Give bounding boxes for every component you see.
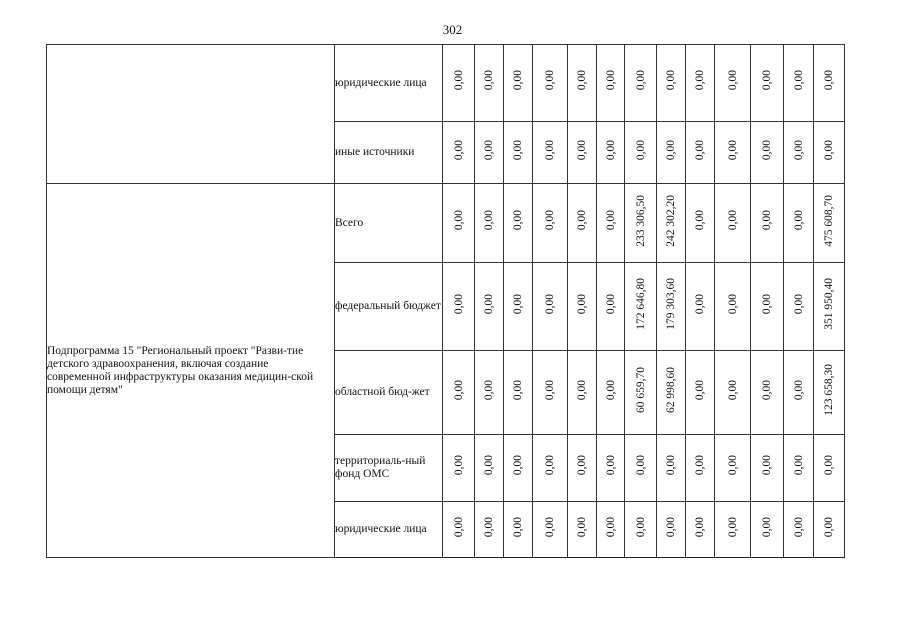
value-cell: 0,00 <box>751 351 784 435</box>
value-cell: 0,00 <box>568 122 597 184</box>
value-cell: 0,00 <box>657 122 686 184</box>
page-number: 302 <box>442 22 463 37</box>
value-cell: 0,00 <box>568 435 597 502</box>
value-cell: 0,00 <box>475 263 504 351</box>
value-cell: 0,00 <box>686 351 715 435</box>
value-cell: 0,00 <box>784 351 814 435</box>
value-cell: 0,00 <box>475 351 504 435</box>
value-cell: 0,00 <box>533 502 568 558</box>
value-cell: 0,00 <box>475 435 504 502</box>
budget-table <box>46 44 845 558</box>
value-cell: 0,00 <box>784 122 814 184</box>
value-cell: 0,00 <box>568 351 597 435</box>
value-cell: 0,00 <box>625 45 657 122</box>
value-cell: 233 306,50 <box>625 184 657 263</box>
value-cell: 0,00 <box>686 435 715 502</box>
value-cell: 0,00 <box>784 184 814 263</box>
value-cell: 0,00 <box>686 122 715 184</box>
source-label: юридические лица <box>335 502 443 558</box>
source-label: иные источники <box>335 122 443 184</box>
value-cell: 0,00 <box>443 184 475 263</box>
value-cell: 0,00 <box>533 122 568 184</box>
table-row <box>47 184 845 263</box>
value-cell: 0,00 <box>657 45 686 122</box>
value-cell: 0,00 <box>504 502 533 558</box>
value-cell: 123 658,30 <box>814 351 845 435</box>
value-cell: 0,00 <box>657 502 686 558</box>
value-cell: 60 659,70 <box>625 351 657 435</box>
value-cell: 0,00 <box>751 184 784 263</box>
value-cell: 0,00 <box>751 435 784 502</box>
source-label: областной бюд-жет <box>335 351 443 435</box>
source-label: федеральный бюджет <box>335 263 443 351</box>
value-cell: 0,00 <box>686 45 715 122</box>
value-cell: 0,00 <box>715 45 751 122</box>
value-cell: 0,00 <box>751 122 784 184</box>
value-cell: 0,00 <box>533 184 568 263</box>
value-cell: 0,00 <box>504 263 533 351</box>
value-cell: 0,00 <box>715 351 751 435</box>
value-cell: 0,00 <box>597 435 625 502</box>
program-title: Подпрограмма 15 "Региональный проект "Разви-тие детского здравоохранения, включая создание современной инфраструктуры оказания медицин-ской помощи детям" <box>47 184 335 558</box>
value-cell: 0,00 <box>443 435 475 502</box>
value-cell: 0,00 <box>715 122 751 184</box>
value-cell: 0,00 <box>751 45 784 122</box>
value-cell: 0,00 <box>533 45 568 122</box>
value-cell: 0,00 <box>533 351 568 435</box>
value-cell: 0,00 <box>625 502 657 558</box>
source-label: территориаль-ный фонд ОМС <box>335 435 443 502</box>
value-cell: 0,00 <box>715 502 751 558</box>
value-cell: 0,00 <box>443 502 475 558</box>
value-cell: 0,00 <box>657 435 686 502</box>
value-cell: 0,00 <box>475 184 504 263</box>
value-cell: 0,00 <box>625 435 657 502</box>
value-cell: 0,00 <box>814 122 845 184</box>
value-cell: 0,00 <box>443 122 475 184</box>
value-cell: 0,00 <box>597 351 625 435</box>
value-cell: 0,00 <box>504 184 533 263</box>
value-cell: 0,00 <box>814 435 845 502</box>
source-label: юридические лица <box>335 45 443 122</box>
value-cell: 0,00 <box>475 502 504 558</box>
value-cell: 0,00 <box>751 263 784 351</box>
value-cell: 0,00 <box>568 184 597 263</box>
value-cell: 0,00 <box>784 502 814 558</box>
value-cell: 0,00 <box>597 502 625 558</box>
value-cell: 0,00 <box>504 122 533 184</box>
value-cell: 0,00 <box>568 263 597 351</box>
value-cell: 0,00 <box>597 122 625 184</box>
table-row <box>47 45 845 122</box>
value-cell: 0,00 <box>625 122 657 184</box>
value-cell: 0,00 <box>475 122 504 184</box>
value-cell: 475 608,70 <box>814 184 845 263</box>
value-cell: 0,00 <box>475 45 504 122</box>
value-cell: 0,00 <box>784 263 814 351</box>
value-cell: 0,00 <box>568 502 597 558</box>
value-cell: 0,00 <box>597 263 625 351</box>
value-cell: 351 950,40 <box>814 263 845 351</box>
value-cell: 0,00 <box>715 263 751 351</box>
value-cell: 0,00 <box>597 45 625 122</box>
value-cell: 0,00 <box>784 435 814 502</box>
value-cell: 0,00 <box>443 263 475 351</box>
value-cell: 0,00 <box>686 184 715 263</box>
value-cell: 179 303,60 <box>657 263 686 351</box>
value-cell: 0,00 <box>751 502 784 558</box>
value-cell: 0,00 <box>568 45 597 122</box>
value-cell: 0,00 <box>784 45 814 122</box>
value-cell: 0,00 <box>504 45 533 122</box>
value-cell: 242 302,20 <box>657 184 686 263</box>
value-cell: 0,00 <box>504 351 533 435</box>
value-cell: 0,00 <box>814 502 845 558</box>
value-cell: 0,00 <box>814 45 845 122</box>
value-cell: 0,00 <box>533 435 568 502</box>
value-cell: 0,00 <box>715 435 751 502</box>
value-cell: 0,00 <box>686 263 715 351</box>
value-cell: 0,00 <box>686 502 715 558</box>
value-cell: 0,00 <box>443 351 475 435</box>
value-cell: 172 646,80 <box>625 263 657 351</box>
source-label: Всего <box>335 184 443 263</box>
value-cell: 0,00 <box>443 45 475 122</box>
empty-program-cell <box>47 45 335 184</box>
value-cell: 0,00 <box>533 263 568 351</box>
value-cell: 0,00 <box>504 435 533 502</box>
value-cell: 0,00 <box>597 184 625 263</box>
value-cell: 0,00 <box>715 184 751 263</box>
value-cell: 62 998,60 <box>657 351 686 435</box>
